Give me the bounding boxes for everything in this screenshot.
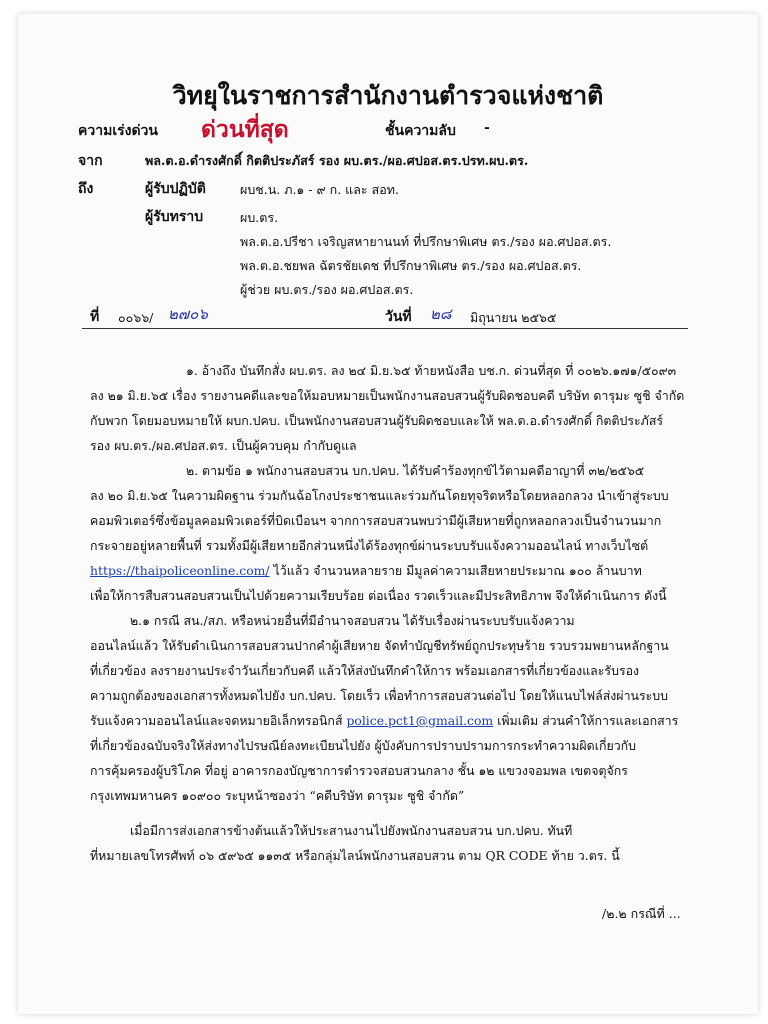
date-month-year: มิถุนายน ๒๕๖๕ [470, 310, 557, 325]
ref-number: ๐๐๖๖/ [118, 310, 154, 325]
body-line: คอมพิวเตอร์ซึ่งข้อมูลคอมพิวเตอร์ที่บิดเบือนฯ จากการสอบสวนพบว่ามีผู้เสียหายที่ถูกหลอกลวงเป็นจำนวนมาก [90, 513, 662, 528]
body-line: ๒. ตามข้อ ๑ พนักงานสอบสวน บก.ปคบ. ได้รับคำร้องทุกข์ไว้ตามคดีอาญาที่ ๓๒/๒๕๖๕ [186, 463, 645, 478]
info-line: พล.ต.อ.ปรีชา เจริญสหายานนท์ ที่ปรึกษาพิเศษ ตร./รอง ผอ.ศปอส.ตร. [240, 234, 612, 249]
from-value: พล.ต.อ.ดำรงศักดิ์ กิตติประภัสร์ รอง ผบ.ตร./ผอ.ศปอส.ตร.ปรท.ผบ.ตร. [145, 153, 529, 168]
date-day-handwritten: ๒๘ [430, 305, 452, 323]
body-line: ลง ๒๑ มิ.ย.๖๕ เรื่อง รายงานคดีและขอให้มอบหมายเป็นพนักงานสอบสวนผู้รับผิดชอบคดี บริษัท ดารุมะ ซูชิ จำกัด [90, 388, 685, 403]
body-line: ออนไลน์แล้ว ให้รับดำเนินการสอบสวนปากคำผู้เสียหาย จัดทำบัญชีทรัพย์ถูกประทุษร้าย รวบรวมพยานหลักฐาน [90, 638, 669, 653]
body-text: รับแจ้งความออนไลน์และจดหมายอิเล็กทรอนิกส์ [90, 713, 347, 728]
body-line: ๒.๑ กรณี สน./สภ. หรือหน่วยอื่นที่มีอำนาจสอบสวน ได้รับเรื่องผ่านระบบรับแจ้งความ [130, 613, 575, 628]
body-text: เพิ่มเติม ส่วนคำให้การและเอกสาร [493, 713, 679, 728]
urgency-value: ด่วนที่สุด [201, 116, 289, 143]
ref-label: ที่ [90, 309, 100, 325]
from-label: จาก [78, 153, 103, 169]
website-link[interactable]: https://thaipoliceonline.com/ [90, 563, 270, 578]
email-link[interactable]: police.pct1@gmail.com [346, 713, 494, 728]
body-line: รอง ผบ.ตร./ผอ.ศปอส.ตร. เป็นผู้ควบคุม กำกับดูแล [90, 438, 357, 453]
secrecy-label: ชั้นความลับ [385, 123, 456, 139]
secrecy-value: - [484, 120, 490, 136]
body-line: ๑. อ้างถึง บันทึกสั่ง ผบ.ตร. ลง ๒๔ มิ.ย.๖๕ ท้ายหนังสือ บช.ก. ด่วนที่สุด ที่ ๐๐๒๖.๑๗๑/๕๐๙๓ [186, 363, 677, 378]
body-line: ความถูกต้องของเอกสารทั้งหมดไปยัง บก.ปคบ. โดยเร็ว เพื่อทำการสอบสวนต่อไป โดยให้แนบไฟล์ส่งผ่านระบบ [90, 688, 669, 703]
body-line: ที่เกี่ยวข้องฉบับจริงให้ส่งทางไปรษณีย์ลงทะเบียนไปยัง ผู้บังคับการปราบปรามการกระทำความผิดเกี่ยวกับ [90, 738, 637, 753]
info-line: ผู้ช่วย ผบ.ตร./รอง ผอ.ศปอส.ตร. [240, 282, 414, 297]
date-label: วันที่ [385, 309, 412, 325]
document-title: วิทยุในราชการสำนักงานตำรวจแห่งชาติ [172, 81, 604, 110]
to-label: ถึง [78, 181, 94, 197]
urgency-label: ความเร่งด่วน [78, 123, 158, 139]
document-page [18, 14, 758, 1014]
body-line: เมื่อมีการส่งเอกสารข้างต้นแล้วให้ประสานงานไปยังพนักงานสอบสวน บก.ปคบ. ทันที [130, 823, 573, 838]
body-line: เพื่อให้การสืบสวนสอบสวนเป็นไปด้วยความเรียบร้อย ต่อเนื่อง รวดเร็วและมีประสิทธิภาพ จึงให้ดำเนินการ ดังนี้ [90, 588, 667, 603]
info-line: พล.ต.อ.ชยพล ฉัตรชัยเดช ที่ปรึกษาพิเศษ ตร./รอง ผอ.ศปอส.ตร. [240, 258, 582, 273]
body-line: การคุ้มครองผู้บริโภค ที่อยู่ อาคารกองบัญชาการตำรวจสอบสวนกลาง ชั้น ๑๒ แขวงจอมพล เขตจตุจักร [90, 763, 628, 778]
body-line: กระจายอยู่หลายพื้นที่ รวมทั้งมีผู้เสียหายอีกส่วนหนึ่งได้ร้องทุกข์ผ่านระบบรับแจ้งความออนไลน์ ทางเว็บไซต์ [90, 538, 649, 553]
ref-handwritten: ๒๗๐๖ [168, 305, 208, 323]
body-line: กับพวก โดยมอบหมายให้ ผบก.ปคบ. เป็นพนักงานสอบสวนผู้รับผิดชอบและให้ พล.ต.อ.ดำรงศักดิ์ กิตติประภัสร์ [90, 413, 664, 428]
body-line: ลง ๒๐ มิ.ย.๖๕ ในความผิดฐาน ร่วมกันฉ้อโกงประชาชนและร่วมกันโดยทุจริตหรือโดยหลอกลวง นำเข้าสู่ระบบ [90, 488, 669, 503]
body-line: กรุงเทพมหานคร ๑๐๙๐๐ ระบุหน้าซองว่า “คดีบริษัท ดารุมะ ซูชิ จำกัด” [90, 788, 465, 803]
info-line: ผบ.ตร. [240, 210, 279, 225]
continuation-note: /๒.๒ กรณีที่ ... [602, 906, 681, 921]
info-label: ผู้รับทราบ [145, 209, 204, 225]
body-line: ที่เกี่ยวข้อง ลงรายงานประจำวันเกี่ยวกับคดี แล้วให้ส่งบันทึกคำให้การ พร้อมเอกสารที่เกี่ยวข้องและรับรอง [90, 663, 640, 678]
body-line [90, 562, 642, 581]
body-text: ไว้แล้ว จำนวนหลายราย มีมูลค่าความเสียหายประมาณ ๑๐๐ ล้านบาท [269, 563, 642, 578]
action-label: ผู้รับปฏิบัติ [145, 181, 206, 197]
body-line [90, 712, 678, 731]
action-value: ผบช.น. ภ.๑ - ๙ ก. และ สอท. [240, 182, 399, 197]
header-divider [82, 328, 688, 329]
body-line: ที่หมายเลขโทรศัพท์ ๐๖ ๕๙๖๕ ๑๑๓๕ หรือกลุ่มไลน์พนักงานสอบสวน ตาม QR CODE ท้าย ว.ตร. นี้ [90, 848, 620, 863]
